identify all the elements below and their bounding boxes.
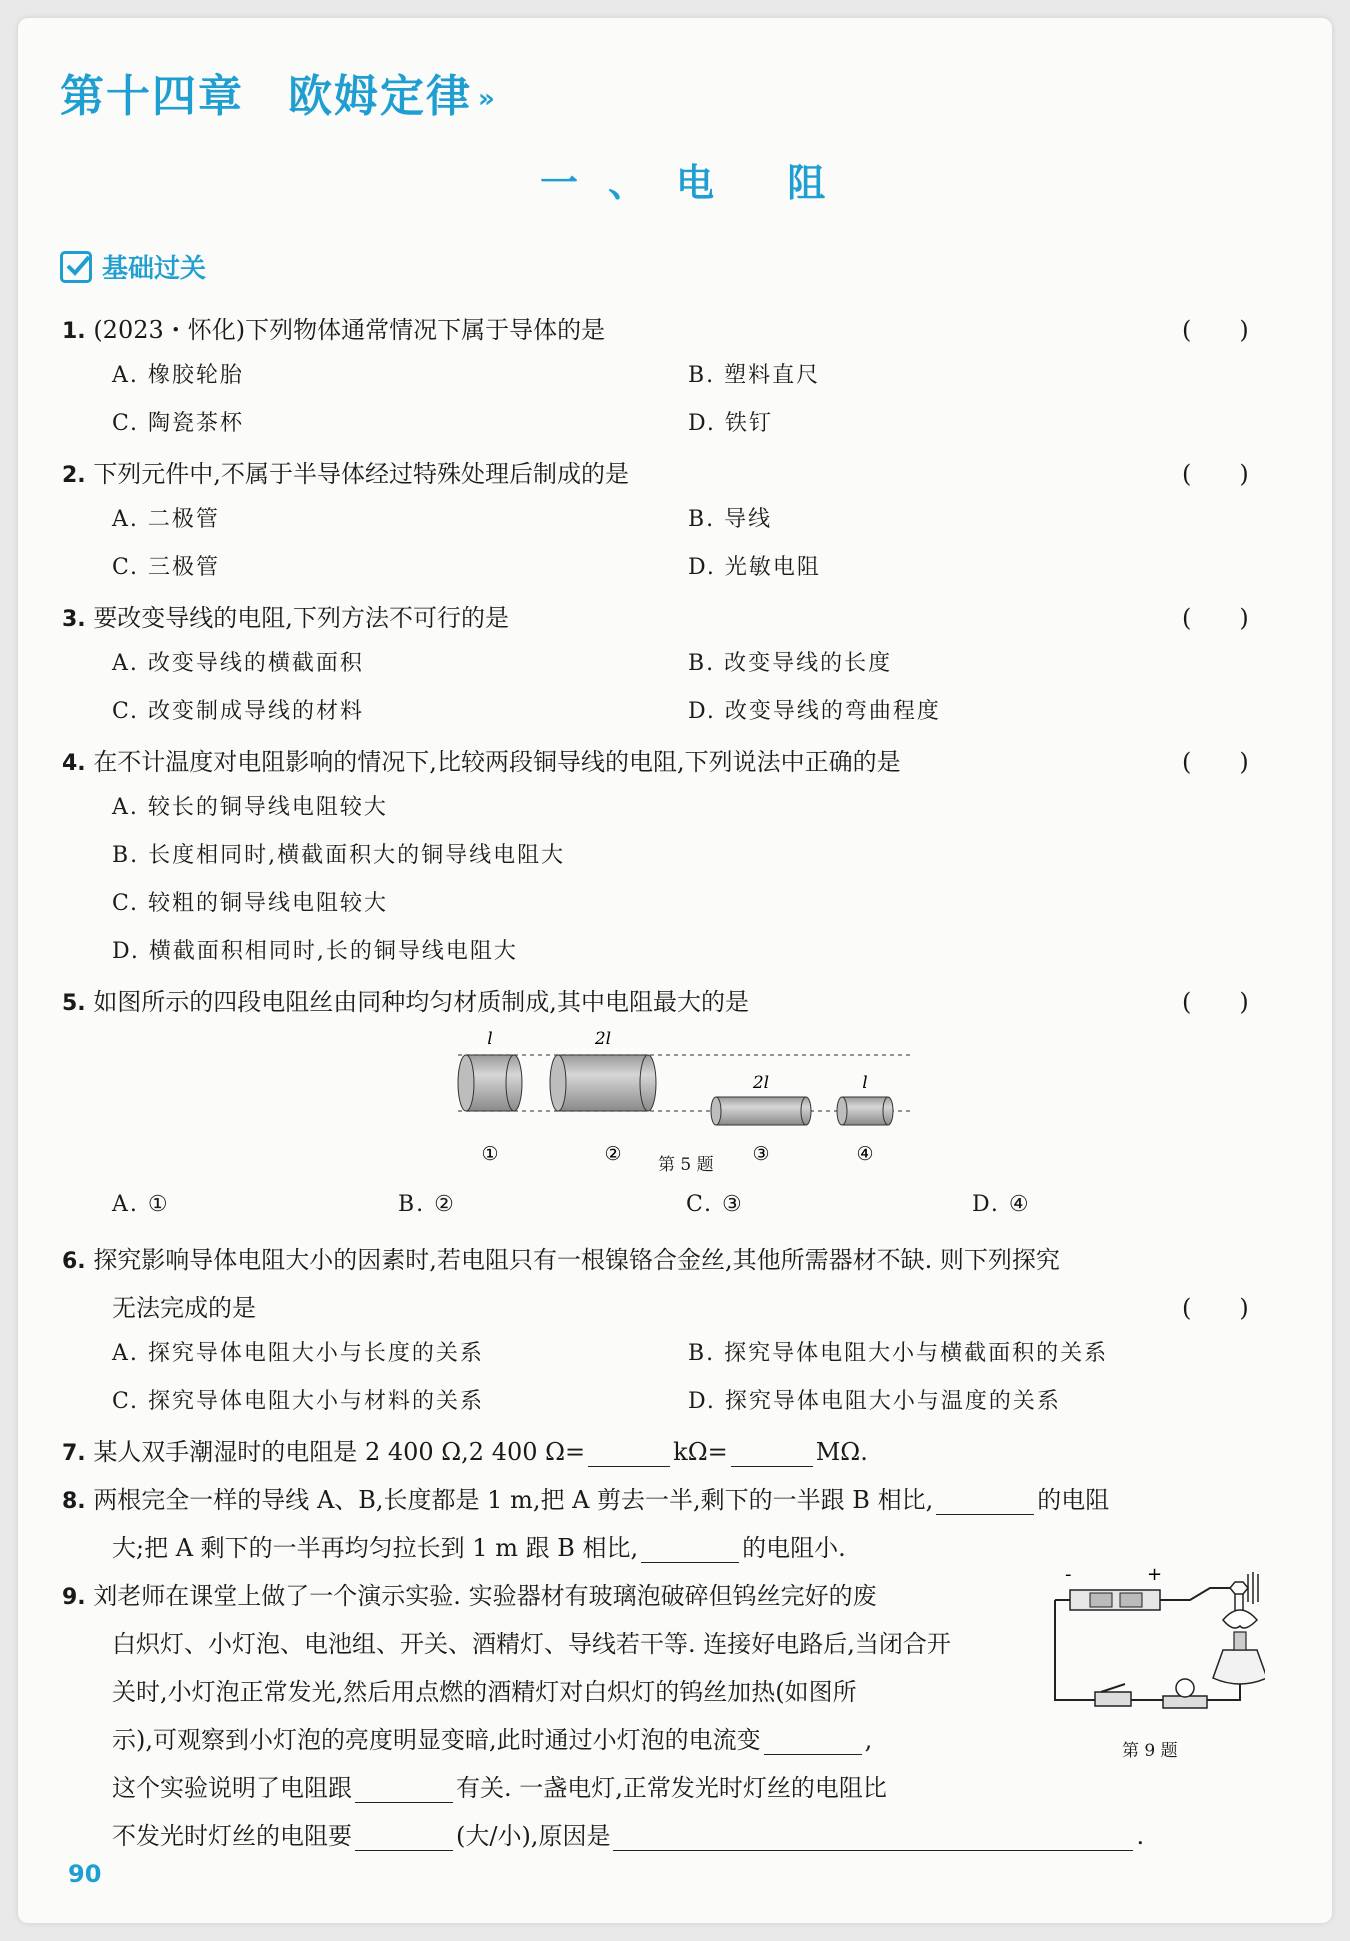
- wire-1-mark: ①: [481, 1143, 499, 1165]
- circuit-figure: [1035, 1560, 1265, 1730]
- q2-option-d: D. 光敏电阻: [688, 555, 821, 580]
- answer-parentheses[interactable]: ( ): [1182, 748, 1249, 776]
- answer-parentheses[interactable]: ( ): [1182, 460, 1249, 488]
- q3-option-b: B. 改变导线的长度: [688, 651, 893, 676]
- alcohol-lamp: [1213, 1610, 1265, 1684]
- answer-blank[interactable]: [731, 1442, 813, 1467]
- q3-option-a: A. 改变导线的横截面积: [112, 651, 364, 676]
- question-9-line-5: 这个实验说明了电阻跟 有关. 一盏电灯,正常发光时灯丝的电阻比: [112, 1774, 887, 1802]
- wire-4-mark: ④: [856, 1143, 874, 1165]
- answer-parentheses[interactable]: ( ): [1182, 1294, 1249, 1322]
- answer-parentheses[interactable]: ( ): [1182, 988, 1249, 1016]
- question-4-stem: 4. 在不计温度对电阻影响的情况下,比较两段铜导线的电阻,下列说法中正确的是: [62, 748, 901, 776]
- q5-option-d: D. ④: [972, 1192, 1031, 1217]
- basics-heading: [60, 248, 206, 285]
- wire-4: [837, 1097, 893, 1125]
- question-9-line-1: 9. 刘老师在课堂上做了一个演示实验. 实验器材有玻璃泡破碎但钨丝完好的废: [62, 1582, 877, 1610]
- q1-option-b: B. 塑料直尺: [688, 363, 821, 388]
- q6-option-c: C. 探究导体电阻大小与材料的关系: [112, 1389, 485, 1414]
- battery-pack: [1065, 1564, 1162, 1610]
- page-number: 90: [68, 1860, 102, 1888]
- q1-option-a: A. 橡胶轮胎: [112, 363, 244, 388]
- battery-positive-terminal: +: [1147, 1564, 1163, 1585]
- question-1-stem: 1. (2023・怀化)下列物体通常情况下属于导体的是: [62, 316, 606, 344]
- wire-2: [550, 1055, 656, 1111]
- q3-option-c: C. 改变制成导线的材料: [112, 699, 365, 724]
- question-9-line-6: 不发光时灯丝的电阻要 (大/小),原因是 .: [112, 1822, 1145, 1850]
- figure-5-caption: 第 5 题: [658, 1155, 714, 1175]
- q6-option-a: A. 探究导体电阻大小与长度的关系: [112, 1341, 484, 1366]
- small-bulb: [1163, 1679, 1207, 1708]
- answer-parentheses[interactable]: ( ): [1182, 316, 1249, 344]
- question-9-line-2: 白炽灯、小灯泡、电池组、开关、酒精灯、导线若干等. 连接好电路后,当闭合开: [112, 1630, 951, 1658]
- question-9-line-3: 关时,小灯泡正常发光,然后用点燃的酒精灯对白炽灯的钨丝加热(如图所: [112, 1678, 857, 1706]
- question-8-line-1: 8. 两根完全一样的导线 A、B,长度都是 1 m,把 A 剪去一半,剩下的一半跟 B 相比, 的电阻: [62, 1486, 1110, 1514]
- wire-1-length-label: l: [487, 1029, 493, 1049]
- wire-3-mark: ③: [752, 1143, 770, 1165]
- answer-blank[interactable]: [641, 1538, 739, 1563]
- q4-option-a: A. 较长的铜导线电阻较大: [112, 795, 388, 820]
- chapter-number: 第十四章: [60, 71, 244, 122]
- question-5-stem: 5. 如图所示的四段电阻丝由同种均匀材质制成,其中电阻最大的是: [62, 988, 749, 1016]
- q6-option-d: D. 探究导体电阻大小与温度的关系: [688, 1389, 1061, 1414]
- question-6-stem: 6. 探究影响导体电阻大小的因素时,若电阻只有一根镍铬合金丝,其他所需器材不缺. 则下列探究: [62, 1246, 1060, 1274]
- q1-option-d: D. 铁钉: [688, 411, 773, 436]
- q5-option-c: C. ③: [686, 1192, 744, 1217]
- wire-3: [711, 1097, 811, 1125]
- wire-1: [458, 1055, 522, 1111]
- section-title: 一、电 阻: [540, 161, 856, 205]
- question-7: 7. 某人双手潮湿时的电阻是 2 400 Ω,2 400 Ω= kΩ= MΩ.: [62, 1438, 868, 1466]
- q2-option-c: C. 三极管: [112, 555, 221, 580]
- battery-negative-terminal: -: [1065, 1564, 1072, 1585]
- answer-blank[interactable]: [355, 1826, 453, 1851]
- chapter-name: 欧姆定律: [288, 71, 472, 122]
- checkbox-icon: [60, 251, 92, 283]
- wire-3-length-label: 2l: [752, 1073, 770, 1093]
- question-2-stem: 2. 下列元件中,不属于半导体经过特殊处理后制成的是: [62, 460, 629, 488]
- question-8-line-2: 大;把 A 剩下的一半再均匀拉长到 1 m 跟 B 相比, 的电阻小.: [112, 1534, 846, 1562]
- question-3-stem: 3. 要改变导线的电阻,下列方法不可行的是: [62, 604, 509, 632]
- q6-option-b: B. 探究导体电阻大小与横截面积的关系: [688, 1341, 1109, 1366]
- q5-option-b: B. ②: [398, 1192, 456, 1217]
- answer-parentheses[interactable]: ( ): [1182, 604, 1249, 632]
- q4-option-d: D. 横截面积相同时,长的铜导线电阻大: [112, 939, 518, 964]
- wire-2-mark: ②: [604, 1143, 622, 1165]
- answer-blank[interactable]: [936, 1490, 1034, 1515]
- wire-4-length-label: l: [862, 1073, 868, 1093]
- answer-blank[interactable]: [355, 1778, 453, 1803]
- question-6-stem-cont: 无法完成的是: [112, 1294, 256, 1322]
- figure-9-caption: 第 9 题: [1122, 1741, 1178, 1761]
- q1-option-c: C. 陶瓷茶杯: [112, 411, 245, 436]
- switch: [1095, 1684, 1131, 1706]
- q2-option-b: B. 导线: [688, 507, 773, 532]
- q4-option-c: C. 较粗的铜导线电阻较大: [112, 891, 389, 916]
- answer-blank[interactable]: [764, 1730, 862, 1755]
- wire-2-length-label: 2l: [594, 1029, 612, 1049]
- chevron-icon: »: [478, 84, 497, 114]
- basics-label: 基础过关: [102, 254, 207, 284]
- q2-option-a: A. 二极管: [112, 507, 220, 532]
- q3-option-d: D. 改变导线的弯曲程度: [688, 699, 941, 724]
- answer-blank[interactable]: [588, 1442, 670, 1467]
- chapter-title: [60, 60, 497, 124]
- answer-blank-long[interactable]: [613, 1826, 1133, 1851]
- q4-option-b: B. 长度相同时,横截面积大的铜导线电阻大: [112, 843, 566, 868]
- question-9-line-4: 示),可观察到小灯泡的亮度明显变暗,此时通过小灯泡的电流变 ,: [112, 1726, 873, 1754]
- tungsten-filament: [1230, 1572, 1258, 1615]
- q5-option-a: A. ①: [112, 1192, 170, 1217]
